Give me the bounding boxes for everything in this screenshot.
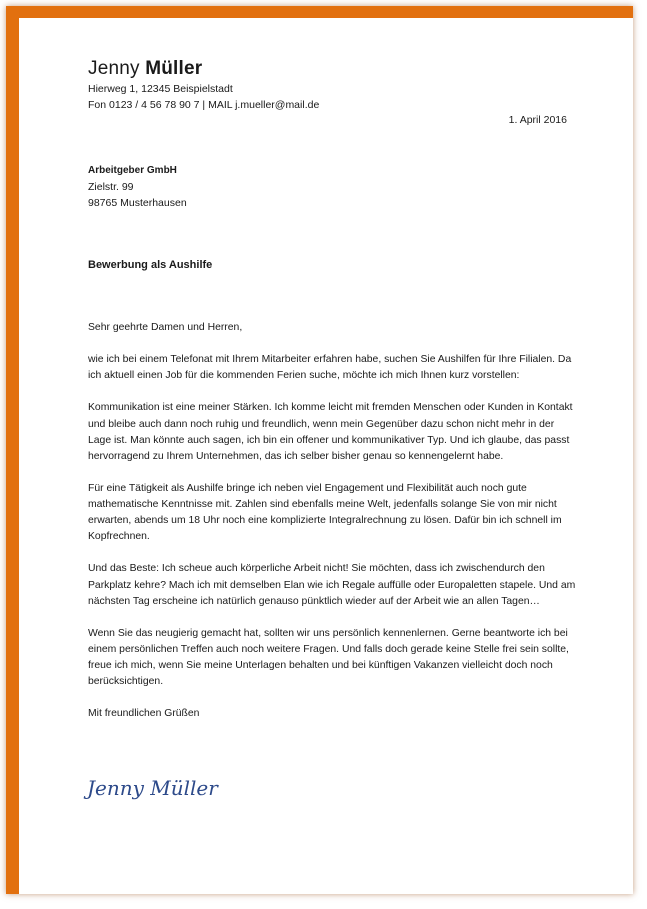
recipient-street: Zielstr. 99 bbox=[88, 181, 134, 193]
body-paragraph: wie ich bei einem Telefonat mit Ihrem Mitarbeiter erfahren habe, suchen Sie Aushilfen für Ihre Filialen. Da ich aktuell einen Job für die kommenden Ferien suche, möchte ich mich Ihnen kurz vorstellen: bbox=[88, 354, 572, 382]
letter-subject: Bewerbung als Aushilfe bbox=[88, 259, 213, 271]
handwritten-signature: Jenny Müller bbox=[87, 776, 218, 800]
letter-date: 1. April 2016 bbox=[508, 114, 567, 126]
body-paragraph: Kommunikation ist eine meiner Stärken. Ich komme leicht mit fremden Menschen oder Kunden in Kontakt und bleibe auch dann noch ruhig und freundlich, wenn mein Gegenüber dazu schon nicht mehr in der Lage ist. Man könnte auch sagen, ich bin ein offener und kommunikativer Typ. Und ich glaube, das passt hervorragend zu Ihrem Unternehmen, das ich selber bisher genau so kennengelernt habe. bbox=[88, 402, 573, 462]
letter-body bbox=[88, 320, 578, 738]
sender-first-name: Jenny bbox=[88, 58, 140, 79]
recipient-city: 98765 Musterhausen bbox=[88, 197, 187, 209]
sender-contact: Fon 0123 / 4 56 78 90 7 | MAIL j.mueller@mail.de bbox=[88, 99, 320, 111]
letter-page bbox=[19, 18, 633, 894]
sender-name bbox=[88, 57, 202, 81]
salutation: Sehr geehrte Damen und Herren, bbox=[88, 322, 243, 333]
closing: Mit freundlichen Grüßen bbox=[88, 708, 200, 720]
body-paragraph: Wenn Sie das neugierig gemacht hat, sollten wir uns persönlich kennenlernen. Gerne beantworte ich bei einem persönlichen Treffen auch noch weitere Fragen. Und falls doch gerade keine Stelle frei sein sollte, freue ich mich, wenn Sie meine Unterlagen behalten und bei künftigen Vakanzen vielleicht doch noch berücksichtigen. bbox=[88, 627, 569, 688]
body-paragraph: Und das Beste: Ich scheue auch körperliche Arbeit nicht! Sie möchten, dass ich zwischendurch den Parkplatz kehre? Mach ich mit demselben Elan wie ich Regale auffülle oder Europaletten stapele. Und am nächsten Tag erscheine ich natürlich genauso pünktlich wieder auf der Arbeit wie an allen Tagen… bbox=[88, 563, 576, 607]
recipient-address bbox=[88, 163, 187, 211]
recipient-company: Arbeitgeber GmbH bbox=[88, 165, 177, 176]
sender-address: Hierweg 1, 12345 Beispielstadt bbox=[88, 83, 233, 95]
body-paragraph: Für eine Tätigkeit als Aushilfe bringe ich neben viel Engagement und Flexibilität auch noch gute mathematische Kenntnisse mit. Zahlen sind ebenfalls meine Welt, jedenfalls solange Sie von mir nicht erwarten, abends um 18 Uhr noch eine komplizierte Integralrechnung zu lösen. Dafür bin ich schnell im Kopfrechnen. bbox=[88, 482, 562, 543]
letter-frame bbox=[6, 6, 633, 894]
sender-last-name: Müller bbox=[145, 58, 203, 79]
